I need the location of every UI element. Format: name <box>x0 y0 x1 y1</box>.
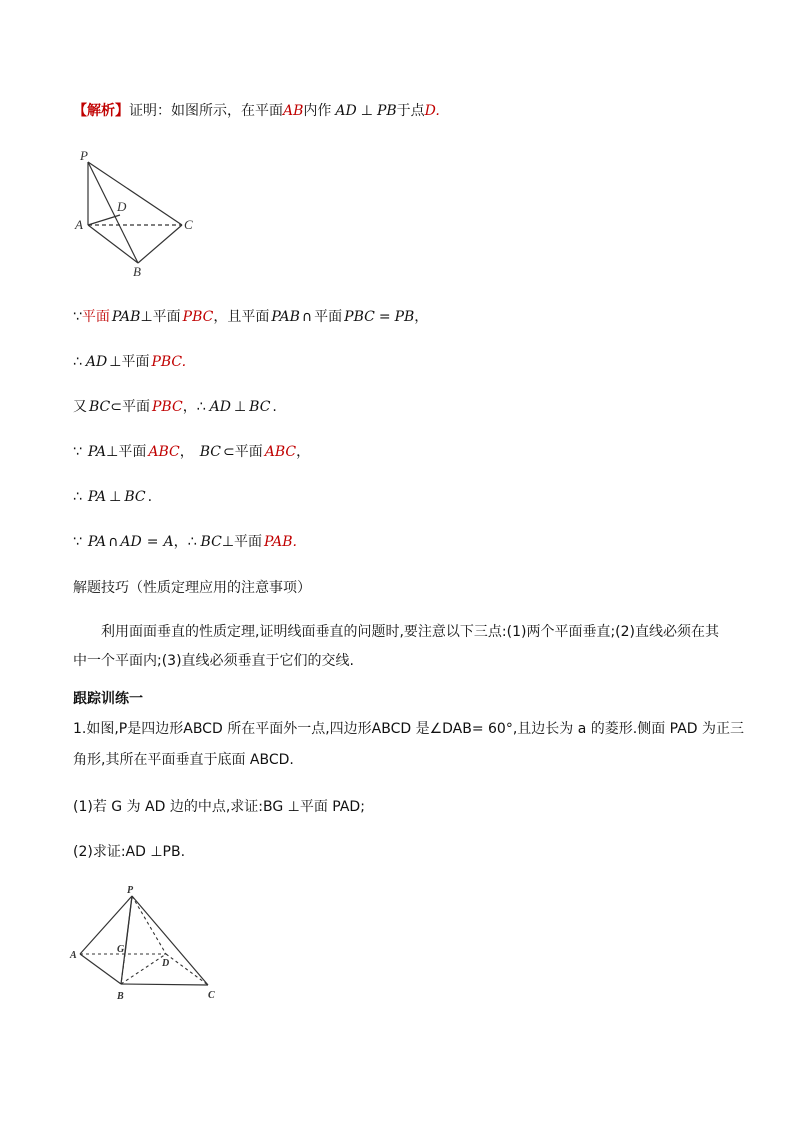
analysis-mid: 内作 <box>303 103 332 119</box>
step1-pbc: PBC <box>182 309 214 325</box>
step4-subset-plane: ⊂平面 <box>223 444 263 460</box>
step5-therefore: ∴ <box>73 489 82 505</box>
label-d: D <box>117 199 127 214</box>
label-a: A <box>75 217 83 232</box>
step4-abc-2: ABC <box>264 444 297 460</box>
step5-bc: BC <box>124 489 146 505</box>
analysis-pb: PB <box>376 103 397 119</box>
step2-perp-plane: ⊥平面 <box>109 354 150 370</box>
proof-step-2 <box>73 352 186 372</box>
edge-pg <box>125 896 132 954</box>
edge-ab <box>88 225 138 263</box>
edge-pc <box>88 162 182 225</box>
step3-therefore: ，∴ <box>182 399 206 415</box>
step3-bc: BC <box>89 399 111 415</box>
edge-pd-hidden <box>132 896 166 954</box>
edge-dc-hidden <box>166 954 208 985</box>
edge-bc <box>121 984 208 985</box>
edge-pb <box>88 162 138 263</box>
step1-pab: PAB <box>111 309 141 325</box>
question-1-line-1: 1.如图,P是四边形ABCD 所在平面外一点,四边形ABCD 是∠DAB= 60°,且边长为 a 的菱形.侧面 PAD 为正三 <box>73 721 745 737</box>
step6-pab: PAB. <box>264 534 297 550</box>
analysis-plane-ab: AB <box>283 103 304 119</box>
edge-pc <box>132 896 208 985</box>
step3-bc-2: BC <box>249 399 271 415</box>
step1-cap: ∩ <box>301 309 313 325</box>
figure-1-diagram <box>70 145 205 280</box>
label-p: P <box>80 148 88 163</box>
step3-period: . <box>272 399 277 415</box>
label-a: A <box>70 950 77 961</box>
edge-ab <box>80 954 121 984</box>
step1-because: ∵ <box>73 309 82 325</box>
analysis-tag: 【解析】 <box>73 103 129 119</box>
step1-plane-2: 平面 <box>314 309 343 325</box>
step3-perp: ⊥ <box>233 399 247 415</box>
step6-because: ∵ <box>73 534 82 550</box>
label-g: G <box>117 944 125 955</box>
step1-pbc-2: PBC <box>344 309 375 325</box>
edge-bc <box>138 225 182 263</box>
step4-pa: PA <box>87 444 107 460</box>
step1-pb: PB <box>394 309 415 325</box>
edge-ad <box>88 215 120 225</box>
step4-because: ∵ <box>73 444 82 460</box>
step4-comma: ， <box>179 444 194 460</box>
step6-eq: = <box>146 534 159 550</box>
question-1-line-2: 角形,其所在平面垂直于底面 ABCD. <box>73 752 294 768</box>
step4-comma-2: ， <box>296 444 311 460</box>
analysis-intro: 证明：如图所示，在平面 <box>129 103 283 119</box>
step4-perp-plane: ⊥平面 <box>106 444 147 460</box>
question-part-1: (1)若 G 为 AD 边的中点,求证:BG ⊥平面 PAD; <box>73 799 365 815</box>
label-b: B <box>117 991 124 1002</box>
proof-step-3 <box>73 397 277 417</box>
analysis-perp: ⊥ <box>360 103 373 119</box>
step1-eq: = <box>378 309 391 325</box>
step3-subset-plane: ⊂平面 <box>110 399 150 415</box>
step1-plane: 平面 <box>81 309 110 325</box>
step6-a: A <box>163 534 174 550</box>
step6-pa: PA <box>87 534 107 550</box>
label-p: P <box>127 885 134 896</box>
step4-abc: ABC <box>148 444 180 460</box>
step2-therefore: ∴ <box>73 354 82 370</box>
edge-bd-hidden <box>121 954 166 984</box>
proof-step-5 <box>73 487 152 507</box>
step2-pbc: PBC. <box>151 354 187 370</box>
label-d: D <box>162 958 170 969</box>
technique-title: 解题技巧（性质定理应用的注意事项） <box>73 580 311 596</box>
step1-comma: ， <box>414 309 429 325</box>
practice-heading: 跟踪训练一 <box>73 691 143 707</box>
step6-bc: BC <box>200 534 222 550</box>
step1-perp-plane: ⊥平面 <box>140 309 181 325</box>
step1-and-plane: ，且平面 <box>213 309 270 325</box>
step6-perp-plane: ⊥平面 <box>221 534 263 550</box>
step1-pab-2: PAB <box>271 309 300 325</box>
technique-body: 利用面面垂直的性质定理,证明线面垂直的问题时,要注意以下三点:(1)两个平面垂直;(2)直线必须在其中一个平面内;(3)直线必须垂直于它们的交线. <box>73 624 719 669</box>
label-c: C <box>208 990 215 1001</box>
step3-ad: AD <box>209 399 231 415</box>
proof-step-4 <box>73 442 310 462</box>
step6-ad: AD <box>120 534 142 550</box>
analysis-at-point: 于点 <box>396 103 425 119</box>
step5-period: . <box>147 489 153 505</box>
analysis-line <box>73 101 440 121</box>
label-c: C <box>184 217 193 232</box>
step2-ad: AD <box>85 354 108 370</box>
step4-bc: BC <box>199 444 222 460</box>
figure-2-diagram <box>66 882 226 1004</box>
analysis-ad: AD <box>335 103 357 119</box>
proof-step-1 <box>73 307 428 327</box>
analysis-d: D. <box>424 103 440 119</box>
proof-step-6 <box>73 532 297 552</box>
step6-therefore: ，∴ <box>173 534 197 550</box>
step5-perp: ⊥ <box>109 489 122 505</box>
step3-pbc: PBC <box>152 399 183 415</box>
step3-also: 又 <box>73 399 87 415</box>
question-part-2: (2)求证:AD ⊥PB. <box>73 844 186 860</box>
label-b: B <box>133 264 141 279</box>
step5-pa: PA <box>87 489 107 505</box>
step6-cap: ∩ <box>108 534 119 550</box>
